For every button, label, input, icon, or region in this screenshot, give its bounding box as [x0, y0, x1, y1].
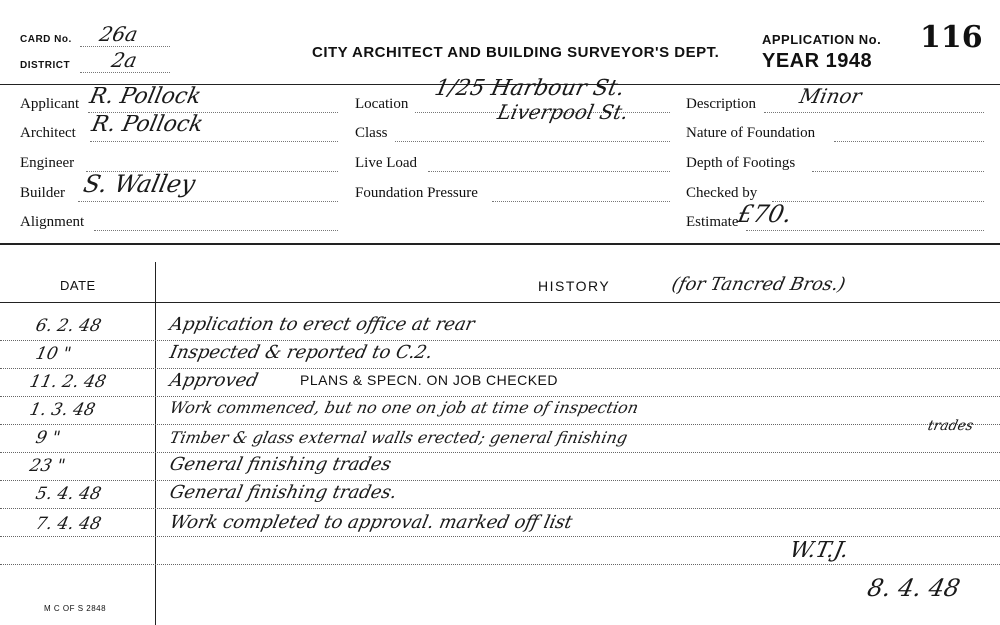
architect-label: Architect: [20, 125, 76, 141]
row-date: 10 ": [33, 344, 73, 364]
depth-of-footings-line: [812, 171, 984, 172]
location-value-line1: 1/25 Harbour St.: [432, 76, 627, 101]
applicant-value: R. Pollock: [87, 84, 204, 109]
applicant-label: Applicant: [20, 96, 80, 112]
district-label: DISTRICT: [20, 60, 71, 71]
class-label: Class: [355, 125, 388, 141]
foundation-pressure-line: [492, 201, 670, 202]
row-text: General finishing trades.: [167, 482, 399, 503]
row-date: 9 ": [33, 428, 63, 448]
live-load-label: Live Load: [355, 155, 418, 171]
card-no-value: 26a: [97, 22, 140, 46]
signature-date: 8. 4. 48: [865, 574, 963, 602]
row-rule: [0, 424, 1000, 425]
estimate-line: [746, 230, 984, 231]
row-text: General finishing trades: [167, 454, 394, 475]
row-rule: [0, 396, 1000, 397]
row-rule: [0, 368, 1000, 369]
estimate-value: £70.: [735, 200, 795, 228]
description-label: Description: [686, 96, 756, 112]
year-label: YEAR 1948: [762, 50, 873, 72]
history-header: HISTORY: [538, 278, 611, 294]
nature-of-foundation-line: [834, 141, 984, 142]
description-value: Minor: [797, 84, 864, 108]
class-line: [395, 141, 670, 142]
card-no-line: [80, 46, 170, 47]
row-text: Work completed to approval. marked off list: [167, 512, 575, 533]
application-number: 116: [920, 20, 983, 55]
row-rule: [0, 564, 1000, 565]
row-rule: [0, 508, 1000, 509]
history-top-rule: [0, 243, 1000, 245]
builder-label: Builder: [20, 185, 65, 201]
district-line: [80, 72, 170, 73]
location-label: Location: [355, 96, 409, 112]
builder-line: [78, 201, 338, 202]
form-code: M C OF S 2848: [44, 604, 107, 613]
estimate-label: Estimate: [686, 214, 739, 230]
row-date: 1. 3. 48: [27, 400, 98, 420]
row-rule: [0, 480, 1000, 481]
date-header: DATE: [60, 278, 96, 293]
row-date: 11. 2. 48: [27, 372, 108, 392]
history-note: (for Tancred Bros.): [669, 274, 848, 295]
nature-of-foundation-label: Nature of Foundation: [686, 125, 816, 141]
application-label: APPLICATION No.: [762, 32, 882, 47]
district-value: 2a: [109, 48, 140, 72]
signature-initials: W.T.J.: [787, 538, 851, 563]
description-line: [764, 112, 984, 113]
row-superscript: trades: [926, 418, 975, 434]
department-title: CITY ARCHITECT AND BUILDING SURVEYOR'S DEPT.: [312, 44, 720, 61]
checked-by-label: Checked by: [686, 185, 758, 201]
date-column-divider: [155, 262, 156, 625]
row-text: Approved: [167, 370, 261, 391]
row-text: Inspected & reported to C.2.: [167, 342, 435, 363]
checked-by-line: [772, 201, 984, 202]
architect-value: R. Pollock: [89, 112, 206, 137]
architect-line: [90, 141, 338, 142]
row-date: 5. 4. 48: [33, 484, 104, 504]
alignment-line: [94, 230, 338, 231]
location-value-line2: Liverpool St.: [495, 100, 631, 124]
row-text: Application to erect office at rear: [167, 314, 477, 335]
row-date: 6. 2. 48: [33, 316, 104, 336]
depth-of-footings-label: Depth of Footings: [686, 155, 796, 171]
live-load-line: [428, 171, 670, 172]
card-no-label: CARD No.: [20, 34, 72, 45]
row-date: 7. 4. 48: [33, 514, 104, 534]
builder-value: S. Walley: [81, 170, 198, 198]
engineer-label: Engineer: [20, 155, 75, 171]
row-text: Work commenced, but no one on job at time of inspection: [167, 398, 641, 417]
row-text: Timber & glass external walls erected; general finishing: [167, 428, 630, 447]
row-rule: [0, 340, 1000, 341]
history-header-rule: [0, 302, 1000, 303]
row-rule: [0, 536, 1000, 537]
row-rule: [0, 452, 1000, 453]
alignment-label: Alignment: [20, 214, 85, 230]
row-typed-stamp: PLANS & SPECN. ON JOB CHECKED: [300, 372, 559, 388]
row-date: 23 ": [27, 456, 67, 476]
foundation-pressure-label: Foundation Pressure: [355, 185, 478, 201]
